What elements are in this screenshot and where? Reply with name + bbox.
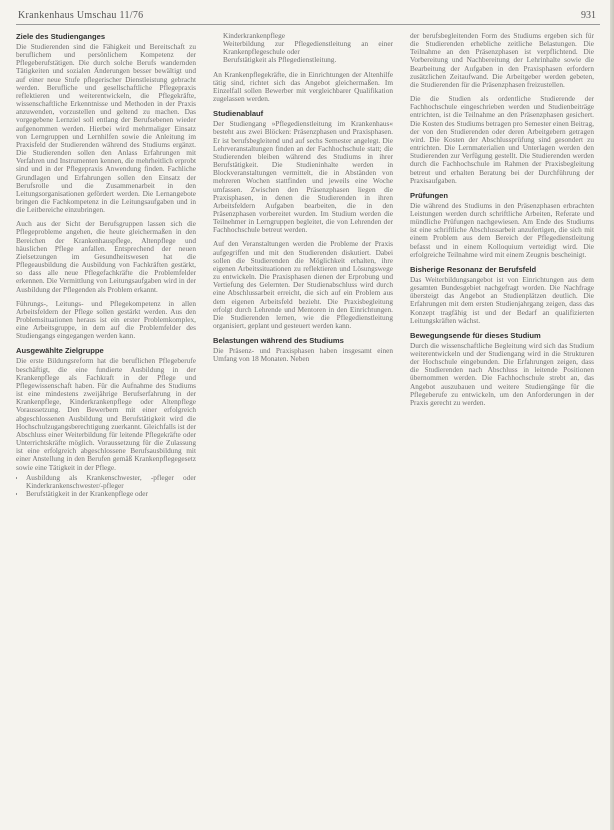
section-heading: Prüfungen bbox=[410, 190, 448, 200]
paragraph: Der Studiengang »Pflegedienstleitung im Krankenhaus« besteht aus zwei Blöcken: Präsenzphasen und Praxisphasen. Er ist berufsbegleitend und auf sechs Semester angelegt. Die Lehrveranstaltungen finden an der Fachhochschule statt; die Studierenden bleiben während des Studiums in ihrer Berufstätigkeit. Die Studieninhalte werden in Blockveranstaltungen vermittelt, die in Abständen von mehreren Wochen stattfinden und jeweils eine Woche umfassen. Zwischen den Präsenzphasen liegen die Praxisphasen, in denen die Studierenden in ihren Arbeitsfeldern Aufgaben bearbeiten, die in den Präsenzphasen vorbereitet wurden. Im Studium werden die Teilnehmer in Lerngruppen begleitet, die von Lehrenden der Fachhochschule betreut werden. bbox=[213, 119, 393, 235]
column-2 bbox=[213, 32, 393, 822]
page-binding-edge bbox=[610, 0, 614, 830]
section-heading: Belastungen während des Studiums bbox=[213, 336, 344, 346]
paragraph: Die erste Bildungsreform hat die beruflichen Pflegeberufe beschäftigt, die eine fundierte Ausbildung in der Krankenpflege als Fachkraft in der Pflege und Pflegewissenschaft haben. Für die Aufnahme des Studiums ist eine mindestens zweijährige Berufserfahrung in der Krankenpflege, Kinderkrankenpflege oder Altenpflege Voraussetzung. Den Bewerbern mit einer erfolgreich abgeschlossenen Ausbildung und Berufstätigkeit wird die Hochschulzugangsberechtigung zuerkannt. Gleichfalls ist der Abschluss einer Weiterbildung für leitende Pflegekräfte oder Unterrichtskräfte möglich. Voraussetzung für die Zulassung ist eine erfolgreich abgeschlossene Berufsausbildung mit einer Anstellung in den Berufen gemäß Krankenpflegegesetz sowie eine Tätigkeit in der Pflege. bbox=[16, 356, 196, 472]
paragraph: Kinderkrankenpflege Weiterbildung zur Pflegedienstleitung an einer Krankenpflegeschule oder Berufstätigkeit als Pflegedienstleitung. bbox=[223, 32, 393, 65]
paragraph: Führungs-, Leitungs- und Pflegekompetenz in allen Arbeitsfeldern der Pflege sollen gestärkt werden. Aus den Problemsituationen heraus ist ein erster Problemkomplex, eine Arbeitsgruppe, in dem auf die Problemfelder des Studiengangs eingegangen werden kann. bbox=[16, 298, 196, 341]
section-heading: Studienablauf bbox=[213, 109, 264, 119]
journal-title: Krankenhaus Umschau 11/76 bbox=[18, 10, 144, 21]
column-1 bbox=[16, 32, 196, 822]
list-item: • Ausbildung als Krankenschwester, -pfleger oder Kinderkrankenschwester/-pfleger bbox=[26, 474, 196, 490]
paragraph: Durch die wissenschaftliche Begleitung wird sich das Studium weiterentwickeln und der Studiengang wird in die Strukturen der Hochschule eingebunden. Die Erfahrungen zeigen, dass die Studierenden nach Abschluss in leitende Positionen übernommen werden. Die Fachhochschule strebt an, das Angebot auszubauen und weitere Studiengänge für die Pflegeberufe zu entwickeln, um den Anforderungen in der Praxis gerecht zu werden. bbox=[410, 340, 594, 407]
paragraph: Auch aus der Sicht der Berufsgruppen lassen sich die Pflegeprobleme angehen, die heute gleichermaßen in den Bereichen der Krankenhauspflege, Altenpflege und häuslichen Pflege anfallen. Entsprechend der neuen Zielsetzungen im Gesundheitswesen hat die Pflegeausbildung die Ausbildung von Fachkräften gestärkt, so dass alle neue Pflegefachkräfte die Problemfelder erkennen. Die Vermittlung von Leitungsaufgaben wird in der Ausbildung der Pflegenden als Problem erkannt. bbox=[16, 219, 196, 294]
section-heading: Ziele des Studienganges bbox=[16, 32, 106, 41]
paragraph: Die die Studien als ordentliche Studierende der Fachhochschule eingeschrieben werden und Studienbeiträge entrichten, ist die Teilnahme an den Präsenzphasen gesichert. Die Kosten des Studiums betragen pro Semester einen Beitrag, der von den Studierenden oder deren Arbeitgebern getragen wird. Die Kosten der Abschlussprüfung sind gesondert zu entrichten. Die Lernmaterialien und Unterlagen werden den Studierenden zur Verfügung gestellt. Die Studierenden werden durch die Fachhochschule im Rahmen der Praxisbegleitung betreut und erhalten Beratung bei der Durchführung der Praxisaufgaben. bbox=[410, 94, 594, 185]
section-heading: Bewegungsende für dieses Studium bbox=[410, 330, 541, 340]
page-number: 931 bbox=[581, 10, 596, 21]
paragraph: Auf den Veranstaltungen werden die Probleme der Praxis aufgegriffen und mit den Studierenden diskutiert. Dabei sollen die Studierenden die Möglichkeit erhalten, ihre eigenen Arbeitssituationen zu reflektieren und Lösungswege zu entwickeln. Die Praxisphasen dienen der Erprobung und Vertiefung des Gelernten. Der Studienabschluss wird durch eine Abschlussarbeit erreicht, die sich auf ein Problem aus dem eigenen Arbeitsfeld bezieht. Die Praxisbegleitung erfolgt durch Lehrende und Mentoren in den Einrichtungen. Die Studierenden lernen, wie die Pflegedienstleitung organisiert, geplant und gesteuert werden kann. bbox=[213, 239, 393, 330]
section-heading: Bisherige Resonanz der Berufsfeld bbox=[410, 264, 537, 274]
paragraph: Das Weiterbildungsangebot ist von Einrichtungen aus dem gesamten Bundesgebiet nachgefragt worden. Die Nachfrage übersteigt das Angebot an Studienplätzen deutlich. Die Erfahrungen mit dem ersten Studienjahrgang zeigen, dass das Konzept tragfähig ist und der Bedarf an qualifizierten Leitungskräften wächst. bbox=[410, 274, 594, 325]
column-3 bbox=[410, 32, 594, 822]
paragraph: Die Studierenden sind die Fähigkeit und Bereitschaft zu beruflichem und persönlichem Kompetenz der Pflegeberufstätigen. Die durch solche Berufs wandernden Tätigkeiten und sozialen Änderungen besser bewältigt und auf einer neue Stufe pflegerischer Dienstleistung gebracht werden. Berufliche und gesellschaftliche Pflegepraxis reflektieren und weiterentwickeln, die Pflegekräfte, wissenschaftliche Erkenntnisse und Methoden in der Praxis anzuwenden, vorzustellen und geltend zu machen. Das vorgegebene Lernziel soll entlang der Berufsebenen wieder aufgenommen werden. Hierbei wird mehrmaliger Einsatz von Lerngruppen und Lernhilfen sowie die Anleitung im Praxisfeld der Studierenden während des Studiums ergänzt. Die Studierenden sollen den Anlass Erfahrungen mit Verfahren und Instrumenten kennen, die mehrheitlich erprobt sind und in der Pflegepraxis Anwendung finden. Fachliche Grundlagen und Erfahrungen sollen den Einsatz der Berufsrolle und die Zusammenarbeit in den Leitungsorganisationen gefördert werden. Die Lernangebote bringen die Fachkompetenz in die Leitungsaufgaben und in die Leitbereiche einzubringen. bbox=[16, 42, 196, 215]
header-rule bbox=[16, 24, 600, 25]
paragraph: Die während des Studiums in den Präsenzphasen erbrachten Leistungen werden durch schriftliche Arbeiten, Referate und mündliche Prüfungen nachgewiesen. Am Ende des Studiums ist eine schriftliche Abschlussarbeit anzufertigen, die sich mit einem Problem aus dem Bereich der Pflegedienstleitung befasst und in einem Kolloquium verteidigt wird. Die erfolgreiche Teilnahme wird mit einem Zeugnis bescheinigt. bbox=[410, 200, 594, 259]
running-header bbox=[18, 6, 596, 24]
paragraph: An Krankenpflegekräfte, die in Einrichtungen der Altenhilfe tätig sind, richtet sich das Angebot gleichermaßen. Im Einzelfall sollen Bewerber mit vergleichbarer Qualifikation zugelassen werden. bbox=[213, 69, 393, 104]
paragraph: der berufsbegleitenden Form des Studiums ergeben sich für die Studierenden erhebliche zeitliche Belastungen. Die Teilnahme an den Präsenzphasen ist verpflichtend. Die Vorbereitung und Nachbereitung der Lehrinhalte sowie die Bearbeitung der Aufgaben in den Praxisphasen erfordern zusätzlichen Zeitaufwand. Die Arbeitgeber werden gebeten, die Studierenden für die Präsenzphasen freizustellen. bbox=[410, 32, 594, 89]
section-heading: Ausgewählte Zielgruppe bbox=[16, 346, 104, 356]
list-item: • Berufstätigkeit in der Krankenpflege oder bbox=[26, 490, 196, 498]
requirements-list bbox=[16, 474, 196, 498]
paragraph: Die Präsenz- und Praxisphasen haben insgesamt einen Umfang von 18 Monaten. Neben bbox=[213, 346, 393, 364]
